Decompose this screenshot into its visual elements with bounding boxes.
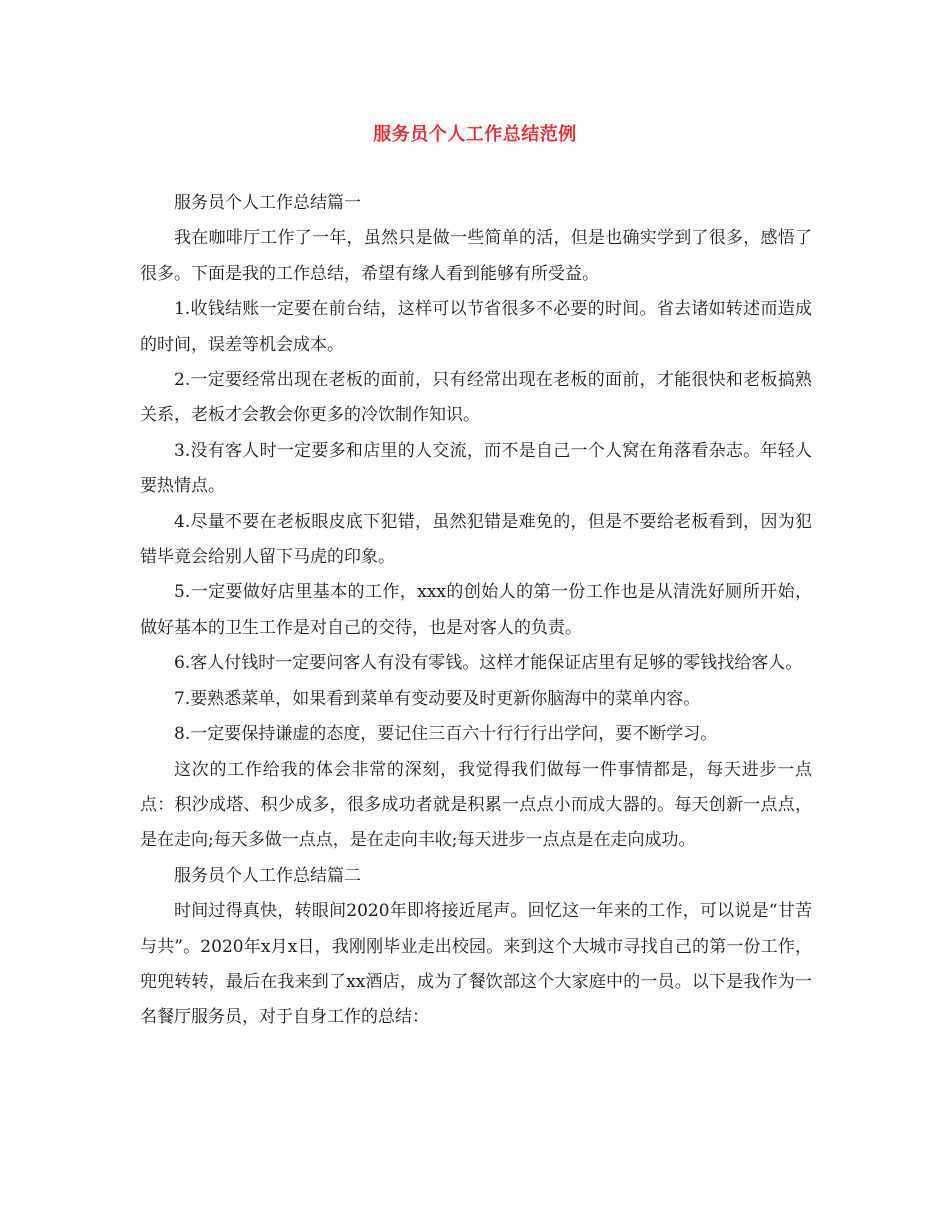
list-item: 1.收钱结账一定要在前台结，这样可以节省很多不必要的时间。省去诸如转述而造成的时间，误差等机会成本。 [140, 299, 812, 355]
list-item: 8.一定要保持谦虚的态度，要记住三百六十行行行出学问，要不断学习。 [174, 724, 718, 745]
document-title: 服务员个人工作总结范例 [373, 124, 577, 145]
list-item: 5.一定要做好店里基本的工作，xxx的创始人的第一份工作也是从清洗好厕所开始，做好基本的卫生工作是对自己的交待，也是对客人的负责。 [140, 582, 812, 638]
paragraph: 时间过得真快，转眼间2020年即将接近尾声。回忆这一年来的工作，可以说是“甘苦与共”。2020年x月x日，我刚刚毕业走出校园。来到这个大城市寻找自己的第一份工作，兜兜转转，最后在我来到了xx酒店，成为了餐饮部这个大家庭中的一员。以下是我作为一名餐厅服务员，对于自身工作的总结： [140, 901, 812, 1028]
list-item: 6.客人付钱时一定要问客人有没有零钱。这样才能保证店里有足够的零钱找给客人。 [174, 653, 803, 674]
list-item: 3.没有客人时一定要多和店里的人交流，而不是自己一个人窝在角落看杂志。年轻人要热情点。 [140, 440, 812, 497]
document-body [140, 186, 812, 1036]
list-item: 7.要熟悉菜单，如果看到菜单有变动要及时更新你脑海中的菜单内容。 [174, 688, 701, 709]
paragraph: 这次的工作给我的体会非常的深刻，我觉得我们做每一件事情都是，每天进步一点点：积沙成塔、积少成多，很多成功者就是积累一点点小而成大器的。每天创新一点点，是在走向;每天多做一点点，是在走向丰收;每天进步一点点是在走向成功。 [140, 759, 812, 851]
section-heading: 服务员个人工作总结篇二 [174, 865, 361, 886]
section-heading: 服务员个人工作总结篇一 [174, 193, 361, 213]
list-item: 4.尽量不要在老板眼皮底下犯错，虽然犯错是难免的，但是不要给老板看到，因为犯错毕竟会给别人留下马虎的印象。 [140, 511, 812, 568]
paragraph: 我在咖啡厅工作了一年，虽然只是做一些简单的活，但是也确实学到了很多，感悟了很多。下面是我的工作总结，希望有缘人看到能够有所受益。 [140, 228, 812, 284]
list-item: 2.一定要经常出现在老板的面前，只有经常出现在老板的面前，才能很快和老板搞熟关系，老板才会教会你更多的冷饮制作知识。 [140, 370, 812, 426]
